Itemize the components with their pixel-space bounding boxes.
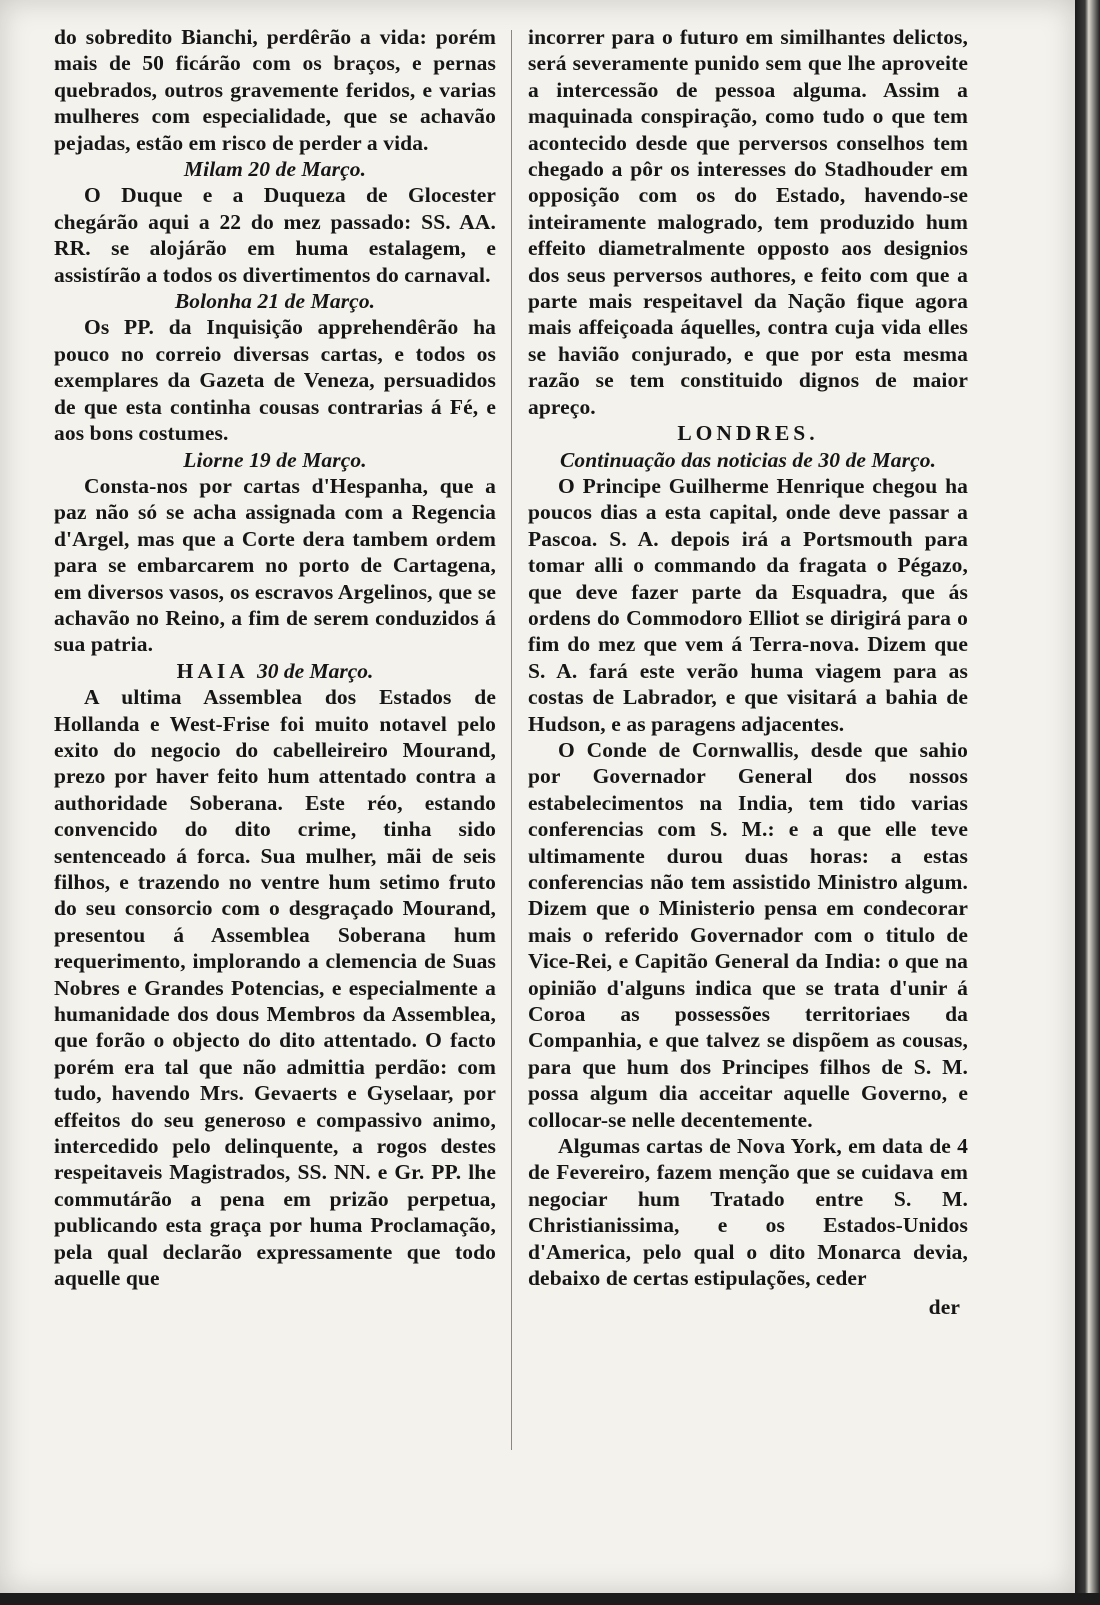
article-paragraph: Consta-nos por cartas d'Hespanha, que a paz não só se acha assignada com a Regencia d'Argel, mas que a Corte dera tambem ordem para se embarcarem no porto de Cartagena, em diversos vasos, os escravos Argelinos, que se achavão no Reino, a fim de serem conduzidos á sua patria. [54, 473, 496, 657]
section-subheading: Continuação das noticias de 30 de Março. [559, 447, 937, 472]
article-paragraph: O Conde de Cornwallis, desde que sahio por Governador General dos nossos estabelecimentos na India, tem tido varias conferencias com S. M.: e a que elle teve ultimamente durou duas horas: a estas conferencias não tem assistido Ministro algum. Dizem que o Ministerio pensa em condecorar mais o referido Governador com o titulo de Vice-Rei, e Capitão General da India: o que na opinião d'alguns indica que se trata d'unir á Coroa as possessões territoriaes da Companhia, e que talvez se dispõem as cousas, para que hum dos Principes filhos de S. M. possa algum dia acceitar aquelle Governo, e collocar-se nelle decentemente. [528, 737, 968, 1132]
heading-city: HAIA [176, 658, 248, 683]
scan-right-edge [1075, 0, 1100, 1605]
article-paragraph: O Duque e a Duqueza de Glocester chegárão aqui a 22 do mez passado: SS. AA. RR. se alojárão em huma estalagem, e assistírão a todos os divertimentos do carnaval. [54, 183, 496, 287]
article-paragraph: O Principe Guilherme Henrique chegou ha poucos dias a esta capital, onde deve passar a Pascoa. S. A. depois irá a Portsmouth para tomar alli o commando da fragata o Pégazo, que deve fazer parte da Esquadra, que ás ordens do Commodoro Elliot se dirigirá para o fim do mez que vem á Terra-nova. Dizem que S. A. fará este verão huma viagem para as costas de Labrador, e que visitará a bahia de Hudson, e as paragens adjacentes. [528, 473, 968, 736]
heading-date: 30 de Março. [256, 658, 374, 683]
dateline: Bolonha 21 de Março. [174, 289, 376, 314]
article-paragraph: incorrer para o futuro em similhantes delictos, será severamente punido sem que lhe aproveite a intercessão de pessoa alguma. Assim a maquinada conspiração, como tudo o que tem acontecido desde que perversos conselhos tem chegado a pôr os interesses do Stadhouder em opposição com os do Estado, havendo-se inteiramente malogrado, tem produzido hum effeito diametralmente opposto aos designios dos seus perversos authores, e feito com que a parte mais respeitavel da Nação fique agora mais affeiçoada áquelles, contra cuja vida elles se havião conjurado, e que por esta mesma razão se tem constituido dignos de maior apreço. [528, 25, 968, 419]
article-paragraph: A ultima Assemblea dos Estados de Hollanda e West-Frise foi muito notavel pelo exito do negocio do cabelleireiro Mourand, prezo por haver feito hum attentado contra a authoridade Soberana. Este réo, estando convencido do dito crime, tinha sido sentenceado á forca. Sua mulher, mãi de seis filhos, e trazendo no ventre hum setimo fruto do seu consorcio com o desgraçado Mourand, presentou á Assemblea Soberana hum requerimento, implorando a clemencia de Suas Nobres e Grandes Potencias, e especialmente a humanidade dos dous Membros da Assemblea, que forão o objecto do dito attentado. O facto porém era tal que não admittia perdão: com tudo, havendo Mrs. Gevaerts e Gyselaar, por effeitos do seu generoso e compassivo animo, intercedido pelo delinquente, a rogos destes respeitaveis Magistrados, SS. NN. e Gr. PP. lhe commutárão a pena em prizão perpetua, publicando esta graça por huma Proclamação, pela qual declarão expressamente que todo aquelle que [54, 685, 496, 1291]
article-paragraph: Algumas cartas de Nova York, em data de 4 de Fevereiro, fazem menção que se cuidava em negociar hum Tratado entre S. M. Christianissima, e os Estados-Unidos d'America, pelo qual o dito Monarca devia, debaixo de certas estipulações, ceder [528, 1134, 968, 1291]
article-paragraph: do sobredito Bianchi, perdêrão a vida: porém mais de 50 ficárão com os braços, e pernas quebrados, outros gravemente feridos, e varias mulheres com especialidade, que se achavão pejadas, estão em risco de perder a vida. [54, 25, 496, 155]
section-heading: LONDRES. [677, 421, 819, 446]
section-heading [54, 658, 496, 684]
right-column [528, 24, 968, 1320]
dateline: Milam 20 de Março. [183, 157, 367, 182]
column-divider [511, 30, 512, 1450]
left-column [54, 24, 496, 1292]
article-paragraph: Os PP. da Inquisição apprehendêrão ha pouco no correio diversas cartas, e todos os exemplares da Gazeta de Veneza, persuadidos de que esta continha cousas contrarias á Fé, e aos bons costumes. [54, 315, 496, 446]
dateline: Liorne 19 de Março. [183, 447, 367, 472]
scan-bottom-edge [0, 1593, 1100, 1605]
catchword: der [928, 1294, 960, 1319]
